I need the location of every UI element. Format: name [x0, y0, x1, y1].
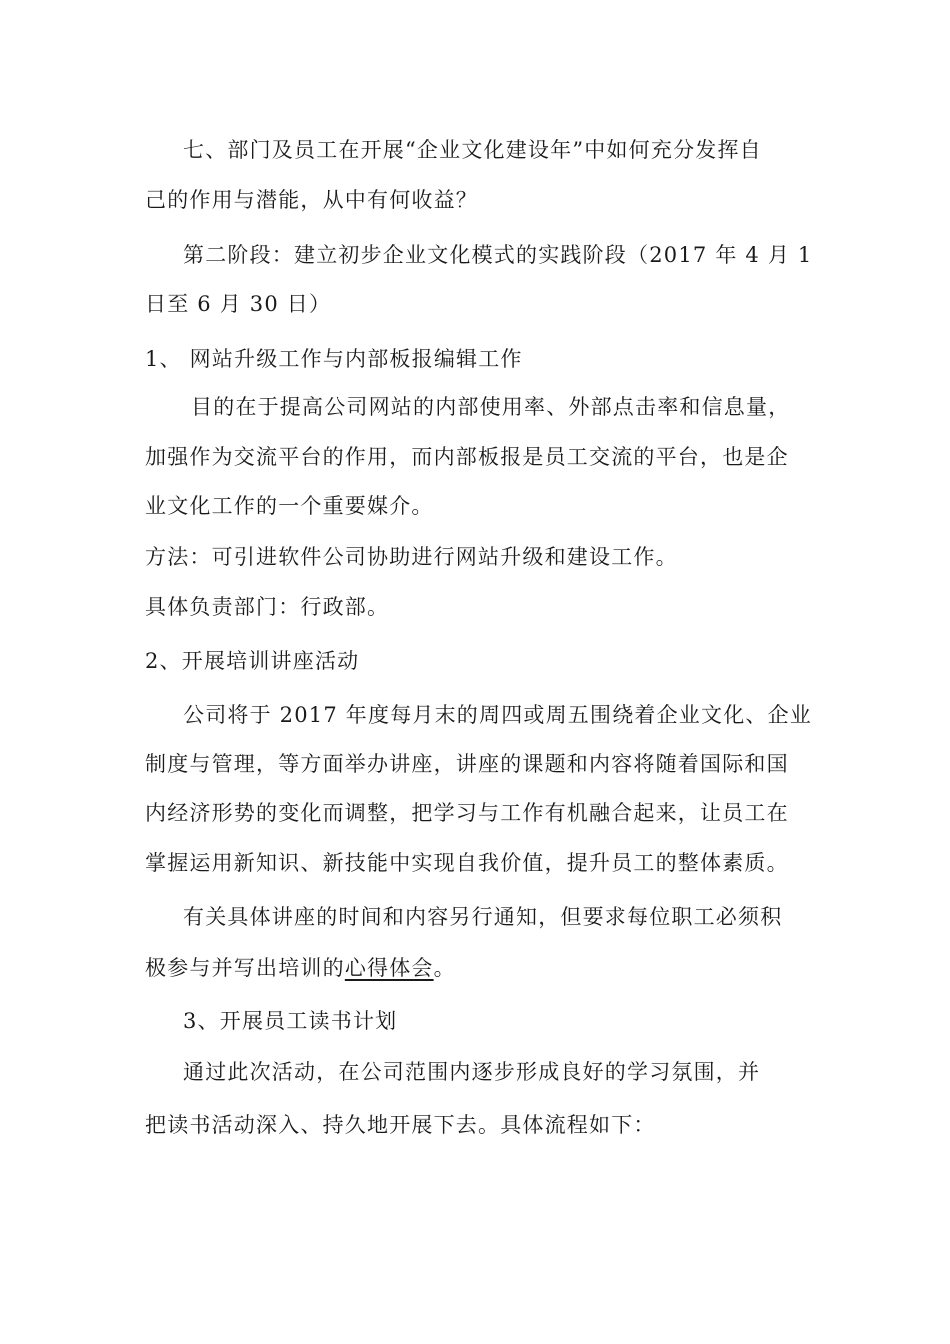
- item1-heading: 1、 网站升级工作与内部板报编辑工作: [145, 347, 523, 371]
- item2-body-line2: 制度与管理，等方面举办讲座，讲座的课题和内容将随着国际和国: [145, 752, 789, 776]
- phase2-line2: 日至 6 月 30 日）: [145, 292, 332, 316]
- item2-body-line1: 公司将于 2017 年度每月末的周四或周五围绕着企业文化、企业: [183, 703, 812, 727]
- item2-note-text-after: 。: [433, 956, 456, 980]
- item1-body-line1: 目的在于提高公司网站的内部使用率、外部点击率和信息量，: [191, 395, 791, 419]
- item3-body-line1: 通过此次活动，在公司范围内逐步形成良好的学习氛围，并: [183, 1060, 761, 1084]
- item2-note-text-before: 极参与并写出培训的: [145, 956, 345, 980]
- item3-body-line2: 把读书活动深入、持久地开展下去。具体流程如下：: [145, 1113, 656, 1137]
- item2-body-line3: 内经济形势的变化而调整，把学习与工作有机融合起来，让员工在: [145, 801, 789, 825]
- section7-line1: 七、部门及员工在开展“企业文化建设年”中如何充分发挥自: [183, 138, 762, 162]
- item3-heading: 3、开展员工读书计划: [183, 1009, 398, 1033]
- phase2-line1: 第二阶段：建立初步企业文化模式的实践阶段（2017 年 4 月 1: [183, 243, 813, 267]
- item1-dept: 具体负责部门：行政部。: [145, 595, 390, 619]
- item2-heading: 2、开展培训讲座活动: [145, 649, 360, 673]
- item1-body-line3: 业文化工作的一个重要媒介。: [145, 494, 434, 518]
- item1-body-line2: 加强作为交流平台的作用，而内部板报是员工交流的平台，也是企: [145, 445, 789, 469]
- item2-note-line2: [145, 954, 456, 982]
- section7-line2: 己的作用与潜能，从中有何收益？: [145, 188, 478, 212]
- experience-link[interactable]: 心得体会: [344, 956, 434, 980]
- item2-note-line1: 有关具体讲座的时间和内容另行通知，但要求每位职工必须积: [183, 905, 783, 929]
- item2-body-line4: 掌握运用新知识、新技能中实现自我价值，提升员工的整体素质。: [145, 851, 789, 875]
- item1-method: 方法：可引进软件公司协助进行网站升级和建设工作。: [145, 545, 678, 569]
